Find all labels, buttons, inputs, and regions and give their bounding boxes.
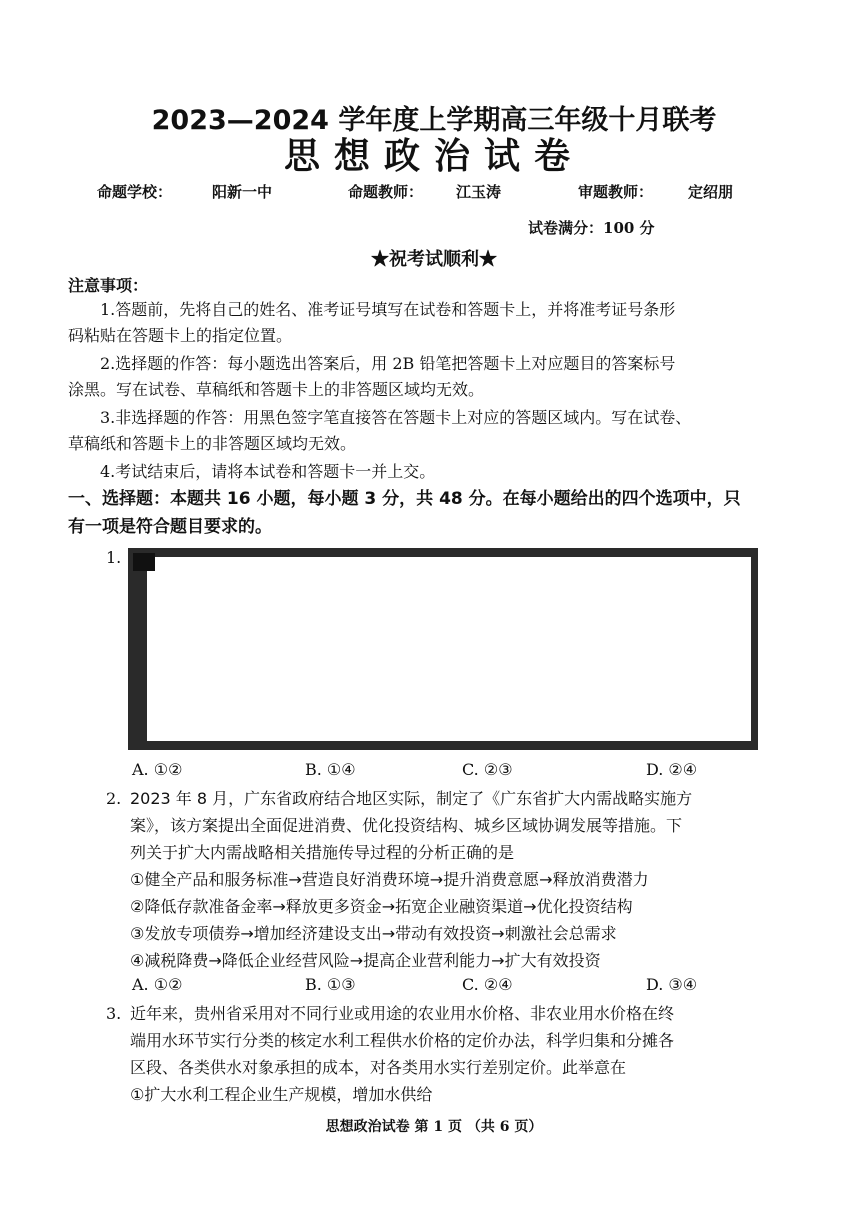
q3-item-1: ①扩大水利工程企业生产规模，增加水供给 (130, 1085, 433, 1104)
notice-item-3: 3.非选择题的作答：用黑色签字笔直接答在答题卡上对应的答题区域内。写在试卷、 (100, 408, 692, 427)
q1-option-a: A. ①② (132, 760, 183, 779)
blessing-text: ★祝考试顺利★ (371, 249, 497, 270)
q2-stem-line-3: 列关于扩大内需战略相关措施传导过程的分析正确的是 (130, 843, 515, 862)
page-footer: 思想政治试卷 第 1 页 （共 6 页） (325, 1119, 543, 1135)
q3-stem-line-3: 区段、各类供水对象承担的成本，对各类用水实行差别定价。此举意在 (130, 1058, 627, 1077)
question-3-number: 3. (106, 1004, 122, 1023)
question-1-image-content (147, 557, 751, 741)
q1-option-b: B. ①④ (305, 760, 356, 779)
teacher-value: 江玉涛 (456, 183, 502, 201)
q3-stem-line-1: 近年来，贵州省采用对不同行业或用途的农业用水价格、非农业用水价格在终 (130, 1004, 675, 1023)
q2-stem-line-1: 2023 年 8 月，广东省政府结合地区实际，制定了《广东省扩大内需战略实施方 (130, 789, 693, 808)
q2-item-1: ①健全产品和服务标准→营造良好消费环境→提升消费意愿→释放消费潜力 (130, 870, 649, 889)
q2-stem-line-2: 案》，该方案提出全面促进消费、优化投资结构、城乡区域协调发展等措施。下 (130, 816, 683, 835)
section-1-title: 一、选择题：本题共 16 小题，每小题 3 分，共 48 分。在每小题给出的四个选项中，只 (68, 489, 741, 509)
reviewer-value: 定绍朋 (688, 183, 734, 201)
teacher-label: 命题教师： (348, 183, 424, 201)
notice-title: 注意事项： (68, 276, 149, 295)
school-label: 命题学校： (97, 183, 173, 201)
q1-option-d: D. ②④ (646, 760, 698, 779)
notice-item-2: 2.选择题的作答：每小题选出答案后，用 2B 铅笔把答题卡上对应题目的答案标号 (100, 354, 676, 373)
question-2-number: 2. (106, 789, 122, 808)
q1-option-c: C. ②③ (462, 760, 513, 779)
exam-title-line1: 2023—2024 学年度上学期高三年级十月联考 (151, 105, 717, 136)
q2-option-b: B. ①③ (305, 975, 356, 994)
question-1-image (128, 548, 758, 750)
q2-item-2: ②降低存款准备金率→释放更多资金→拓宽企业融资渠道→优化投资结构 (130, 897, 633, 916)
full-score: 试卷满分：100 分 (528, 219, 655, 237)
q2-option-a: A. ①② (132, 975, 183, 994)
q2-option-c: C. ②④ (462, 975, 513, 994)
q2-item-4: ④减税降费→降低企业经营风险→提高企业营利能力→扩大有效投资 (130, 951, 601, 970)
notice-item-2-cont: 涂黑。写在试卷、草稿纸和答题卡上的非答题区域均无效。 (68, 380, 485, 399)
notice-item-1: 1.答题前，先将自己的姓名、准考证号填写在试卷和答题卡上，并将准考证号条形 (100, 300, 676, 319)
section-1-title-cont: 有一项是符合题目要求的。 (68, 517, 272, 537)
notice-item-4: 4.考试结束后，请将本试卷和答题卡一并上交。 (100, 462, 436, 481)
notice-item-1-cont: 码粘贴在答题卡上的指定位置。 (68, 326, 293, 345)
school-value: 阳新一中 (212, 183, 273, 201)
image-corner-mark (133, 553, 155, 571)
exam-title-subject: 思想政治试卷 (283, 136, 584, 177)
q2-option-d: D. ③④ (646, 975, 698, 994)
q2-item-3: ③发放专项债券→增加经济建设支出→带动有效投资→刺激社会总需求 (130, 924, 617, 943)
question-1-number: 1. (106, 548, 122, 567)
q3-stem-line-2: 端用水环节实行分类的核定水利工程供水价格的定价办法，科学归集和分摊各 (130, 1031, 675, 1050)
reviewer-label: 审题教师： (578, 183, 654, 201)
notice-item-3-cont: 草稿纸和答题卡上的非答题区域均无效。 (68, 434, 357, 453)
